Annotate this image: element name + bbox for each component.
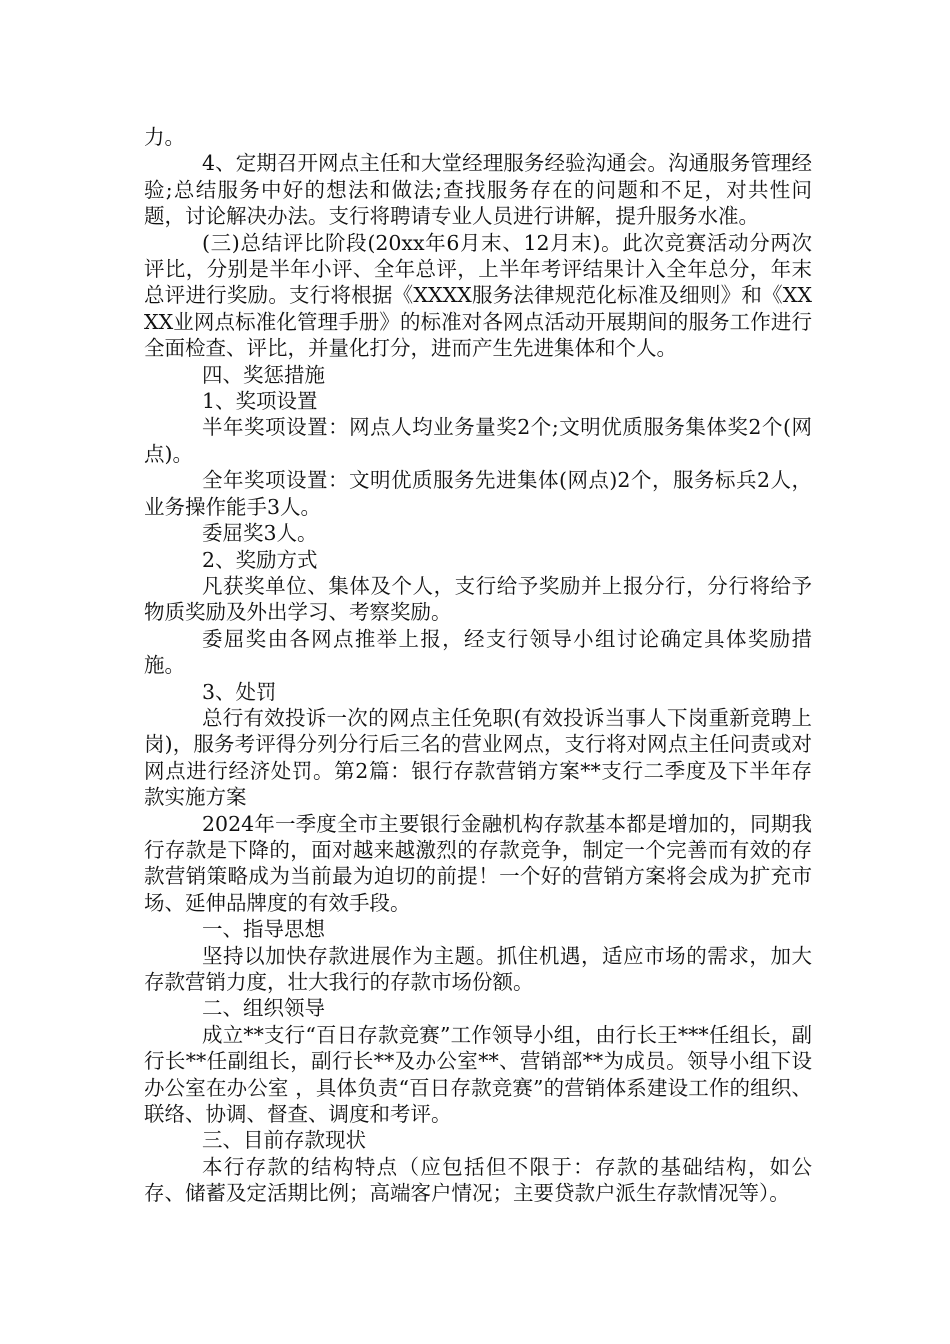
document-page [144, 124, 812, 1207]
paragraph-10: 委屈奖由各网点推举上报，经支行领导小组讨论确定具体奖励措施。 [144, 626, 812, 678]
paragraph-17: 成立**支行“百日存款竞赛”工作领导小组，由行长王***任组长，副行长**任副组长，副行长**及办公室**、营销部**为成员。领导小组下设办公室在办公室 ，具体负责“百日存款竞赛”的营销体系建设工作的组织、联络、协调、督查、调度和考评。 [144, 1022, 812, 1127]
section-heading-rewards: 四、奖惩措施 [202, 362, 325, 387]
paragraph-13: 2024年一季度全市主要银行金融机构存款基本都是增加的，同期我行存款是下降的，面对越来越激烈的存款竞争，制定一个完善而有效的存款营销策略成为当前最为迫切的前提！一个好的营销方案将会成为扩充市场、延伸品牌度的有效手段。 [144, 811, 812, 915]
section-heading-guiding-ideology: 一、指导思想 [202, 917, 325, 942]
paragraph-0: 力。 [144, 125, 185, 149]
paragraph-6: 全年奖项设置：文明优质服务先进集体(网点)2个，服务标兵2人，业务操作能手3人。 [144, 468, 812, 519]
paragraph-9: 凡获奖单位、集体及个人，支行给予奖励并上报分行，分行将给予物质奖励及外出学习、考察奖励。 [144, 573, 812, 625]
paragraph-5: 半年奖项设置：网点人均业务量奖2个;文明优质服务集体奖2个(网点)。 [144, 415, 812, 466]
paragraph-15: 坚持以加快存款进展作为主题。抓住机遇，适应市场的需求，加大存款营销力度，壮大我行的存款市场份额。 [144, 943, 812, 994]
paragraph-1: 4、定期召开网点主任和大堂经理服务经验沟通会。沟通服务管理经验;总结服务中好的想法和做法;查找服务存在的问题和不足，对共性问题，讨论解决办法。支行将聘请专业人员进行讲解，提升服务水准。 [144, 151, 812, 229]
subheading-penalty: 3、处罚 [202, 679, 277, 704]
paragraph-19: 本行存款的结构特点（应包括但不限于：存款的基础结构，如公存、储蓄及定活期比例；高端客户情况；主要贷款户派生存款情况等）。 [144, 1154, 812, 1206]
paragraph-12: 总行有效投诉一次的网点主任免职(有效投诉当事人下岗重新竞聘上岗)，服务考评得分列分行后三名的营业网点，支行将对网点主任问责或对网点进行经济处罚。第2篇：银行存款营销方案**支行二季度及下半年存款实施方案 [144, 705, 812, 810]
subheading-award-setting: 1、奖项设置 [202, 389, 318, 414]
subheading-reward-method: 2、奖励方式 [202, 547, 318, 572]
section-heading-deposit-status: 三、目前存款现状 [202, 1128, 366, 1153]
paragraph-2: (三)总结评比阶段(20xx年6月末、12月末)。此次竞赛活动分两次评比，分别是半年小评、全年总评，上半年考评结果计入全年总分，年末总评进行奖励。支行将根据《XXXX服务法律规范化标准及细则》和《XXXX业网点标准化管理手册》的标准对各网点活动开展期间的服务工作进行全面检查、评比，并量化打分，进而产生先进集体和个人。 [144, 230, 812, 361]
section-heading-organization: 二、组织领导 [202, 996, 325, 1021]
paragraph-7: 委屈奖3人。 [202, 521, 318, 546]
